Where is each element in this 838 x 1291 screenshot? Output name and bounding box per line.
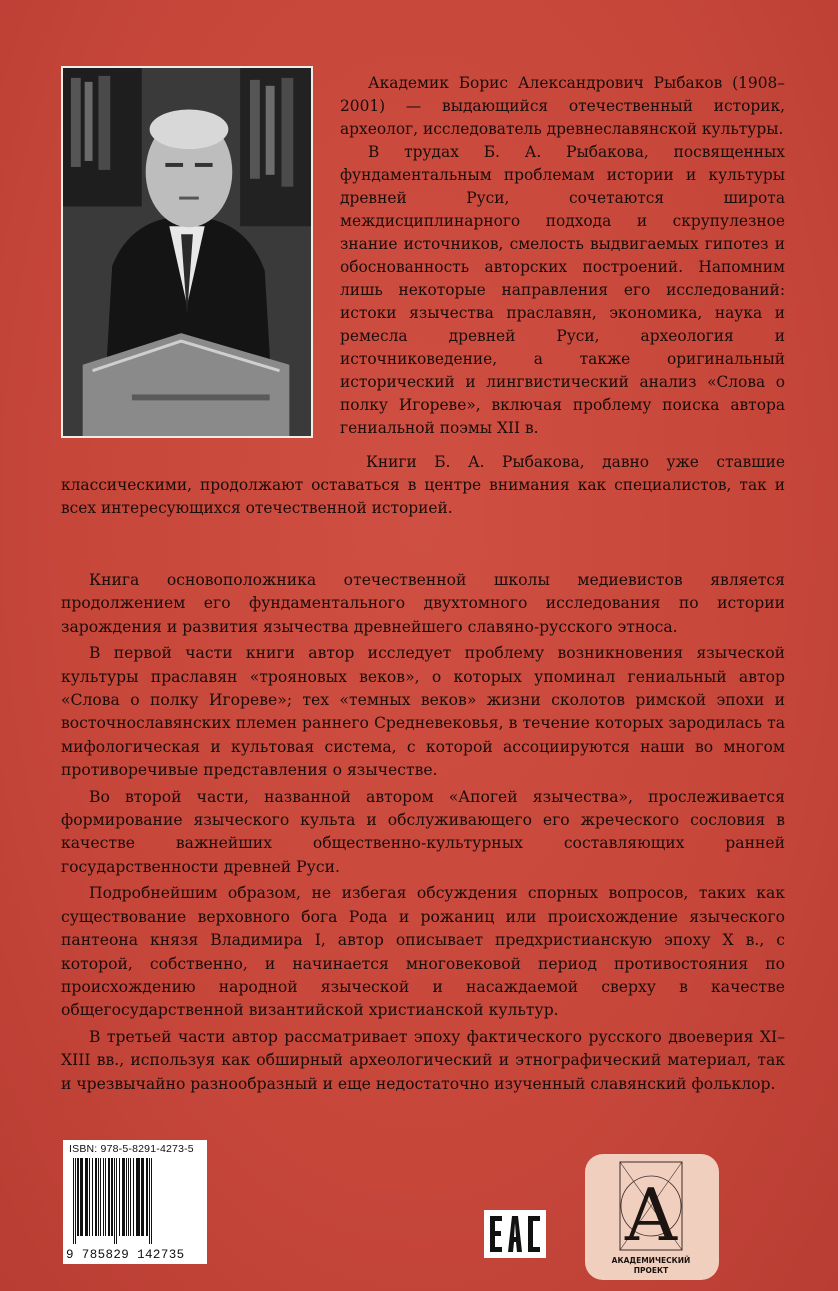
portrait-photo-icon	[63, 68, 311, 436]
barcode-bar	[75, 1158, 76, 1244]
barcode-digits: 9 785829 142735	[66, 1248, 185, 1262]
annotation-paragraph-5: В третьей части автор рассматривает эпоху фактического русского двоеверия XI–XIII вв., используя как обширный археологический и этнографический материал, так и чрезвычайно разнообразный и еще недостаточно изученный славянский фольклор.	[61, 1027, 785, 1093]
barcode-icon	[71, 1158, 201, 1244]
barcode-bar	[124, 1158, 125, 1236]
publisher-name-line1: АКАДЕМИЧЕСКИЙ	[611, 1256, 691, 1265]
barcode-bar	[122, 1158, 124, 1236]
author-portrait-photo	[61, 66, 313, 438]
publisher-logo	[585, 1154, 719, 1280]
publisher-letter: A	[625, 1173, 677, 1257]
barcode-bar	[136, 1158, 138, 1236]
barcode-bar	[126, 1158, 127, 1236]
barcode-bar	[114, 1158, 115, 1244]
barcode-bar	[108, 1158, 110, 1236]
barcode-bar	[92, 1158, 93, 1236]
barcode-bar	[80, 1158, 82, 1236]
barcode-bar	[85, 1158, 87, 1236]
barcode-bar	[87, 1158, 88, 1236]
barcode-bar	[103, 1158, 104, 1236]
barcode-bar	[151, 1158, 152, 1244]
barcode-bar	[73, 1158, 74, 1244]
bio-paragraph-2: В трудах Б. А. Рыбакова, посвященных фундаментальным проблемам истории и культуры древней Руси, сочетаются широта междисциплинарного подхода и скрупулезное знание источников, смелость выдвигаемых гипотез и обоснованность авторских построений. Напомним лишь некоторые направления его исследований: истоки язычества праславян, экономика, наука и ремесла древней Руси, археология и источниковедение, а также оригинальный исторический и лингвистический анализ «Слова о полку Игореве», включая проблему поиска автора гениальной поэмы XII в.	[340, 143, 785, 437]
publisher-logo-icon	[585, 1154, 719, 1280]
bio-paragraph-1: Академик Борис Александрович Рыбаков (1908–2001) — выдающийся отечественный историк, археолог, исследователь древнеславянской культуры.	[340, 74, 785, 138]
isbn-label: ISBN: 978-5-8291-4273-5	[69, 1143, 194, 1155]
barcode-bar	[89, 1158, 90, 1236]
barcode-bar	[128, 1158, 129, 1236]
barcode-bar	[141, 1158, 143, 1236]
eac-mark	[484, 1210, 546, 1258]
publisher-name-line2: ПРОЕКТ	[633, 1266, 669, 1275]
book-annotation	[61, 569, 785, 1099]
annotation-paragraph-2: В первой части книги автор исследует проблему возникновения языческой культуры праславян «трояновых веков», о которых упоминал гениальный автор «Слова о полку Игореве»; тех «темных веков» жизни сколотов римской эпохи и восточнославянских племен раннего Средневековья, в течение которых зародилась та мифологическая и культовая система, с которой ассоциируются наши во многом противоречивые представления о язычестве.	[61, 644, 785, 780]
barcode-bar	[143, 1158, 144, 1236]
barcode-bar	[111, 1158, 113, 1236]
isbn-barcode	[63, 1140, 207, 1264]
barcode-bar	[119, 1158, 120, 1236]
eac-conformity-icon	[488, 1214, 542, 1254]
barcode-bar	[98, 1158, 99, 1236]
bio-paragraph-3: Книги Б. А. Рыбакова, давно уже ставшие классическими, продолжают оставаться в центре внимания как специалистов, так и всех интересующихся отечественной историей.	[61, 453, 785, 517]
barcode-bar	[138, 1158, 140, 1236]
barcode-bar	[77, 1158, 79, 1236]
barcode-bar	[95, 1158, 97, 1236]
barcode-bar	[146, 1158, 148, 1236]
barcode-bar	[149, 1158, 150, 1244]
barcode-bar	[133, 1158, 134, 1236]
barcode-bar	[100, 1158, 101, 1236]
barcode-bar	[116, 1158, 117, 1244]
annotation-paragraph-3: Во второй части, названной автором «Апогей язычества», прослеживается формирование языческого культа и обслуживающего его жреческого сословия в качестве важнейших общественно-культурных составляющих ранней государственности древней Руси.	[61, 787, 785, 876]
annotation-paragraph-4: Подробнейшим образом, не избегая обсуждения спорных вопросов, таких как существование верховного бога Рода и рожаниц или происхождение языческого пантеона князя Владимира I, автор описывает предхристианскую эпоху X в., с которой, собственно, и начинается многовековой период противостояния по происхождению народной языческой и насаждаемой сверху в качестве общегосударственной византийской христианской культур.	[61, 884, 785, 1020]
author-biography	[340, 72, 785, 440]
barcode-bar	[82, 1158, 83, 1236]
barcode-bar	[130, 1158, 131, 1236]
barcode-bar	[105, 1158, 106, 1236]
annotation-paragraph-1: Книга основоположника отечественной школы медиевистов является продолжением его фундаментального двухтомного исследования по истории зарождения и развития язычества древнейшего славяно-русского этноса.	[61, 571, 785, 636]
